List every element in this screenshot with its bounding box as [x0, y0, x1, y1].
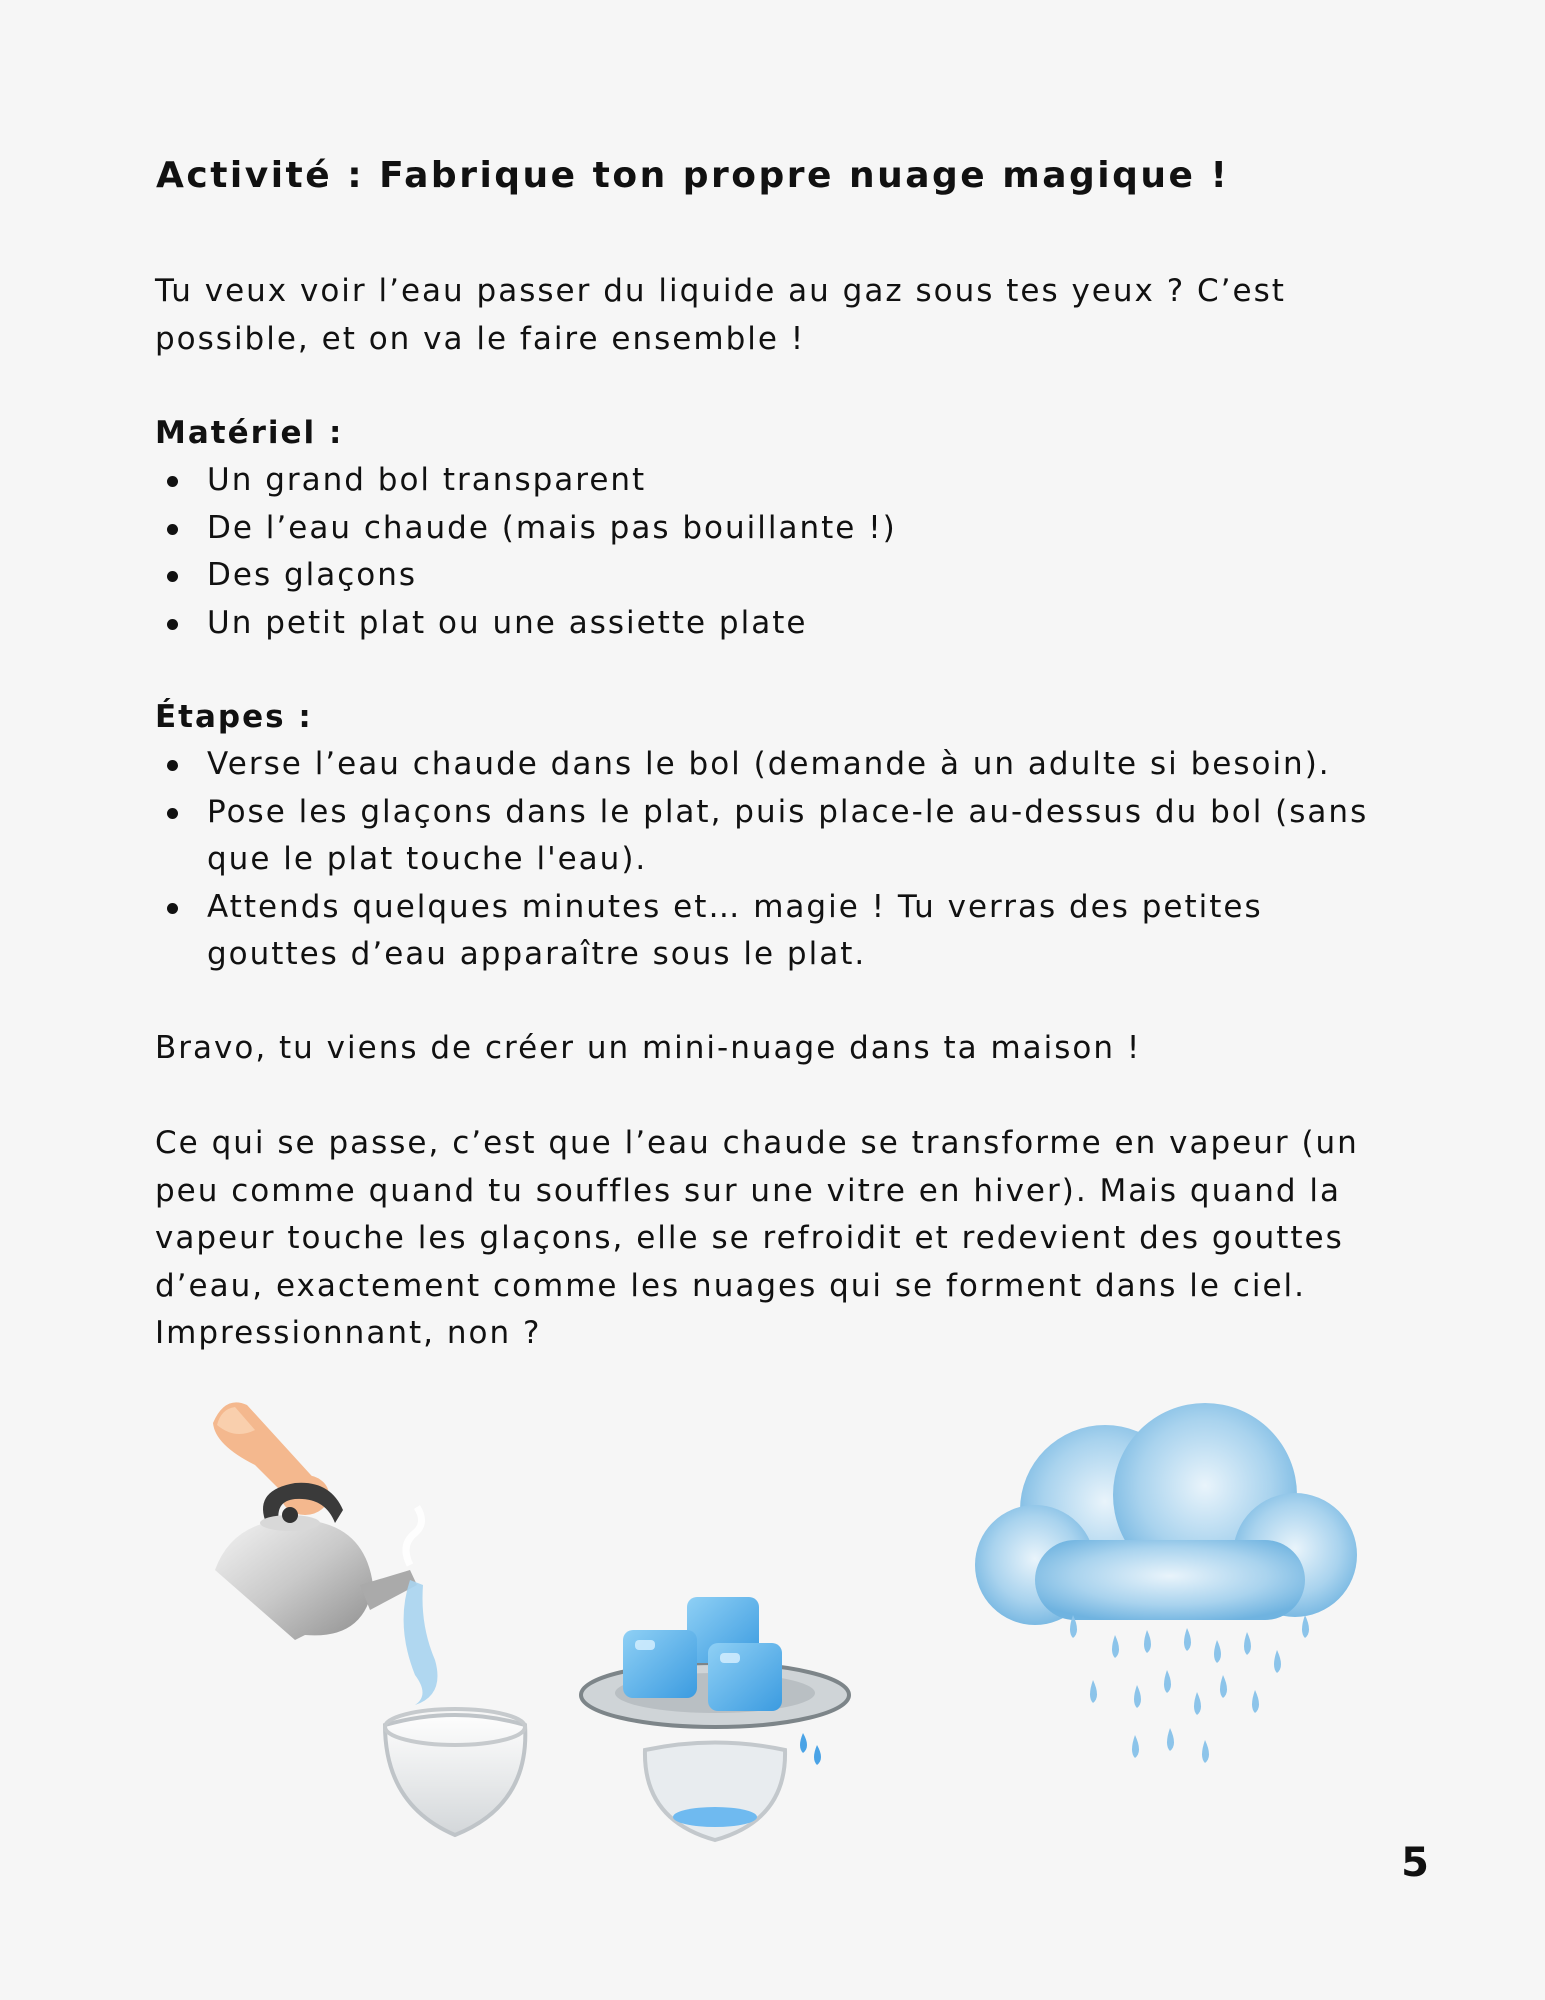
ice-plate-illustration: [575, 1585, 855, 1845]
list-item: Des glaçons: [155, 552, 1405, 600]
list-item: Un grand bol transparent: [155, 457, 1405, 505]
water-icon: [673, 1807, 757, 1827]
materials-list: [155, 457, 1405, 647]
steps-label: Étapes :: [155, 699, 313, 735]
ice-cube-icon: [708, 1643, 782, 1711]
explanation-text: Ce qui se passe, c’est que l’eau chaude se transforme en vapeur (un peu comme quand tu souffles sur une vitre en hiver). Mais quand la vapeur touche les glaçons, elle se refroidit et redevient des gouttes d’eau, exactement comme les nuages qui se forment dans le ciel. Impressionnant, non ?: [155, 1125, 1359, 1351]
list-item: Pose les glaçons dans le plat, puis place-le au-dessus du bol (sans que le plat touche l'eau).: [155, 789, 1405, 884]
materials-label: Matériel :: [155, 415, 344, 451]
list-item: Un petit plat ou une assiette plate: [155, 600, 1405, 648]
water-stream-icon: [404, 1580, 438, 1705]
water-drop-icon: [814, 1745, 821, 1765]
rain-cloud-illustration: [965, 1400, 1375, 1800]
bowl-icon: [385, 1715, 525, 1835]
steps-list: [155, 741, 1405, 979]
intro-text: Tu veux voir l’eau passer du liquide au gaz sous tes yeux ? C’est possible, et on va le faire ensemble !: [155, 273, 1286, 357]
list-item: De l’eau chaude (mais pas bouillante !): [155, 505, 1405, 553]
page-title: Activité : Fabrique ton propre nuage magique !: [156, 155, 1230, 196]
water-drop-icon: [800, 1733, 807, 1753]
page-number: 5: [1401, 1840, 1429, 1886]
list-item: Verse l’eau chaude dans le bol (demande à un adulte si besoin).: [155, 741, 1405, 789]
kettle-icon: [215, 1520, 373, 1640]
bravo-text: Bravo, tu viens de créer un mini-nuage dans ta maison !: [155, 1030, 1142, 1066]
cloud-icon: [975, 1403, 1357, 1625]
kettle-pouring-illustration: [195, 1395, 535, 1845]
rain-drops-icon: [1070, 1615, 1309, 1763]
ice-cube-icon: [623, 1630, 697, 1698]
list-item: Attends quelques minutes et… magie ! Tu verras des petites gouttes d’eau apparaître sous le plat.: [155, 884, 1405, 979]
